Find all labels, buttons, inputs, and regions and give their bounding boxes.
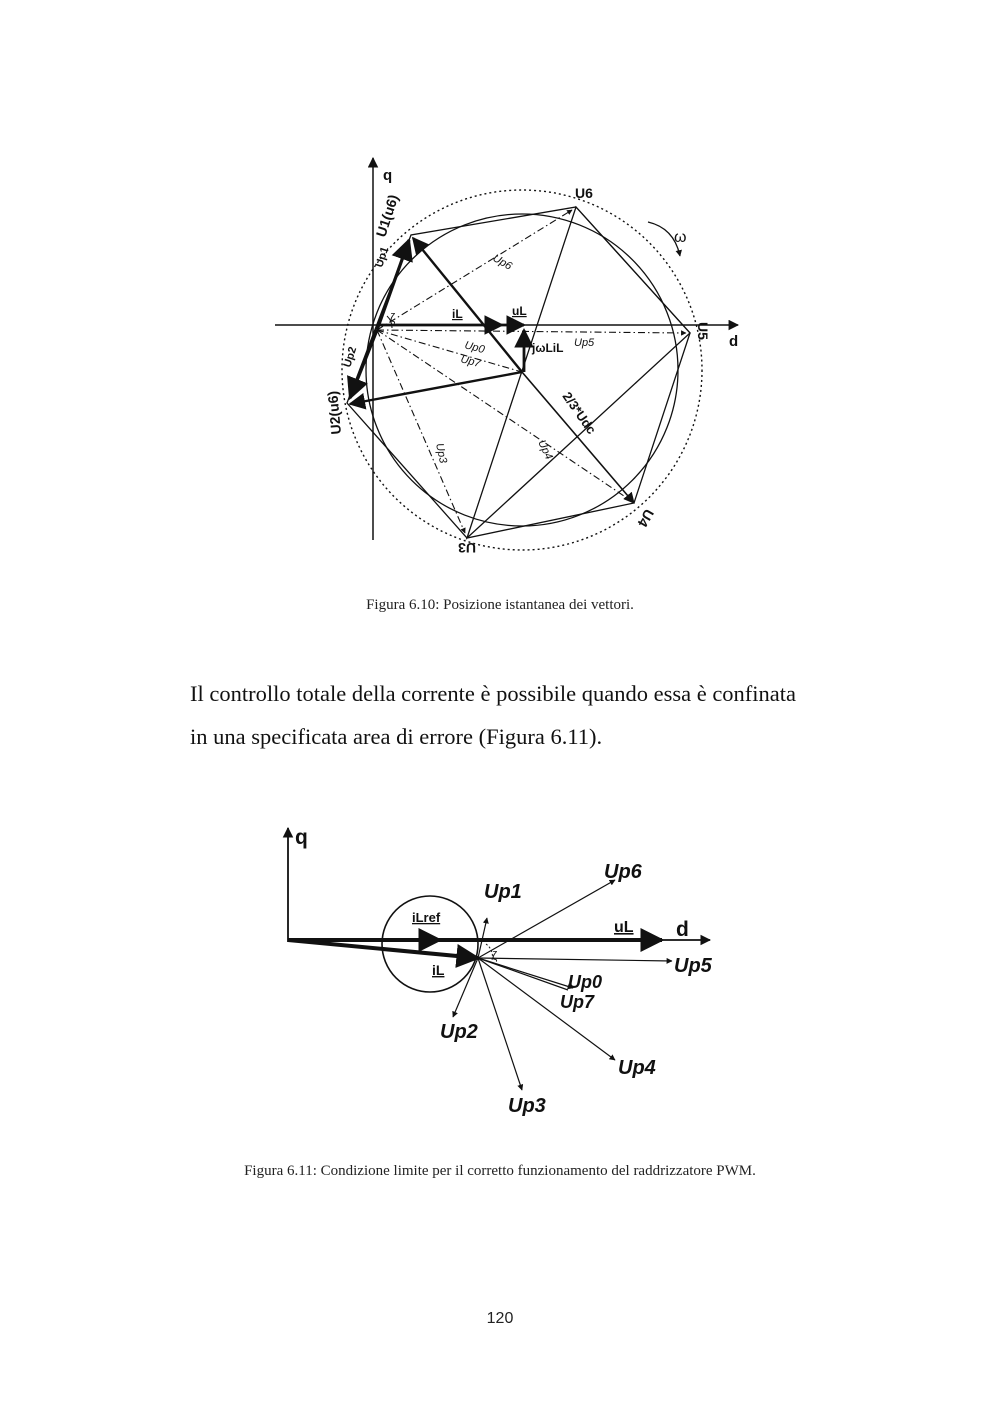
q-axis-label: q: [383, 167, 393, 184]
u1-label: U1(u6): [372, 192, 402, 239]
zeta-label: ζ: [390, 311, 396, 325]
page-number: 120: [486, 1310, 514, 1327]
up4-label-2: Up4: [618, 1057, 656, 1079]
up3-label: Up3: [433, 442, 450, 465]
u2-from-center: [350, 372, 522, 404]
zeta-label-2: ζ: [492, 949, 498, 963]
figure-6-10-caption: Figura 6.10: Posizione istantanea dei vettori.: [366, 597, 634, 613]
ul-label-2: uL: [614, 919, 634, 936]
figure-vector-diagram-instantaneous: [270, 150, 750, 570]
d-axis-label-2: d: [676, 918, 689, 941]
d-axis-label: d: [729, 333, 739, 350]
jwl-label: jωLiL: [532, 341, 564, 355]
omega-label: ω: [674, 229, 687, 246]
up6-label: Up6: [490, 252, 514, 273]
up0-label-2: Up0: [568, 972, 603, 992]
il-label-2: iL: [432, 962, 445, 978]
paragraph-line-1: Il controllo totale della corrente è possibile quando essa è confinata: [190, 681, 797, 706]
q-axis-label-2: q: [295, 826, 308, 849]
udc-line: [522, 372, 634, 503]
u2-label: U2(u6): [324, 390, 344, 436]
figure-limit-condition: [270, 810, 730, 1130]
il-ref-label: iLref: [412, 910, 441, 925]
u4-label: U4: [634, 506, 658, 531]
up7-label: Up7: [459, 353, 482, 371]
up2-label: Up2: [341, 345, 360, 369]
up1-label-2: Up1: [484, 881, 522, 903]
up1-label: Up1: [373, 245, 392, 269]
u5-label: U5: [695, 322, 711, 340]
up2-label-2: Up2: [440, 1021, 478, 1043]
u3-label: U3: [458, 540, 476, 556]
up4-label: Up4: [535, 438, 555, 462]
up5-label-2: Up5: [674, 955, 712, 977]
body-paragraph: [190, 672, 850, 758]
udc-label: 2/3*Udc: [559, 389, 600, 437]
up0-label: Up0: [463, 339, 486, 357]
paragraph-line-2: in una specificata area di errore (Figura 6.11).: [190, 724, 603, 749]
figure-6-11-caption: Figura 6.11: Condizione limite per il corretto funzionamento del raddrizzatore PWM.: [244, 1163, 756, 1179]
up6-label-2: Up6: [604, 861, 642, 883]
u6-label: U6: [575, 185, 593, 201]
il-label: iL: [452, 307, 463, 321]
up5-label: Up5: [574, 337, 595, 349]
ul-label: uL: [512, 304, 527, 318]
up3-label-2: Up3: [508, 1095, 546, 1117]
up7-label-2: Up7: [560, 992, 595, 1012]
